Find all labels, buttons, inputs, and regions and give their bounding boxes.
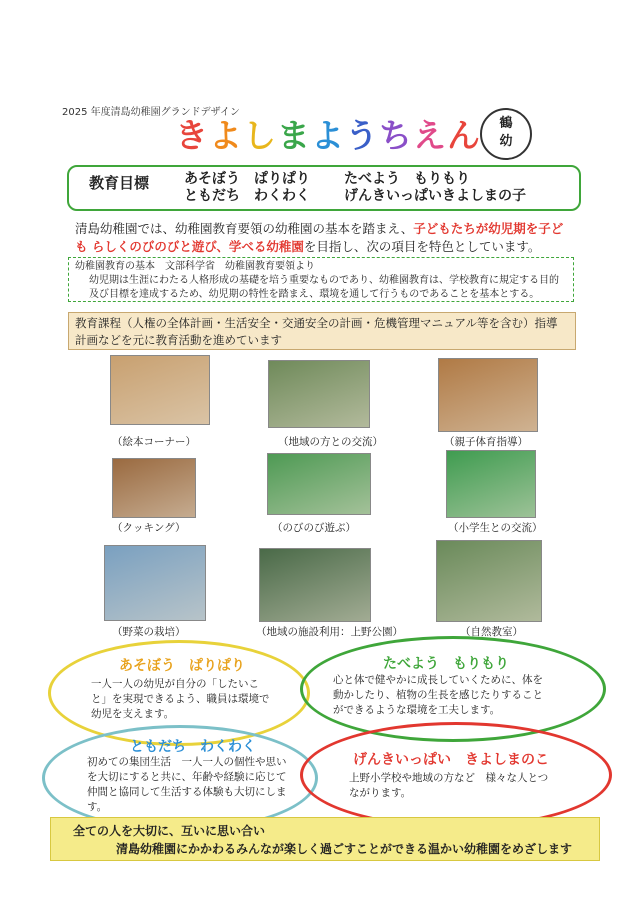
oval-genki-title: げんきいっぱい きよしまのこ (353, 752, 549, 768)
kindergarten-basics-box (68, 257, 574, 302)
title-char: ち (379, 116, 413, 155)
activity-photo (436, 540, 542, 622)
bottom-line-1: 全ての人を大切に、互いに思い合い (73, 824, 266, 838)
oval-tomodachi (42, 725, 318, 831)
goal-genki: げんきいっぱいきよしまの子 (344, 188, 526, 204)
logo-bottom-char: 幼 (499, 134, 513, 149)
goal-asobou: あそぼう ぱりぱり (184, 171, 310, 187)
activity-photo (104, 545, 206, 621)
activity-photo (110, 355, 210, 425)
title-char: き (175, 116, 209, 155)
photo-caption: （地域の施設利用：上野公園） (256, 626, 403, 638)
goals-label: 教育目標 (89, 174, 150, 192)
oval-asobou-title: あそぼう ぱりぱり (119, 658, 245, 674)
title-char: し (243, 116, 277, 155)
title-char: え (413, 116, 447, 155)
activity-photo (267, 453, 371, 515)
photo-caption: （小学生との交流） (448, 522, 543, 534)
intro-highlight: 子どもたちが幼児期を子ども らしくのびのびと遊び、学べる幼稚園 (75, 221, 564, 254)
kihon-title: 幼稚園教育の基本 文部科学省 幼稚園教育要領より (75, 261, 315, 272)
school-logo (480, 108, 532, 160)
goal-tabeyou: たべよう もりもり (344, 171, 470, 187)
intro-paragraph (75, 220, 575, 256)
curriculum-box: 教育課程（人権の全体計画・生活安全・交通安全の計画・危機管理マニュアル等を含む）指導計画などを元に教育活動を進めています (68, 312, 576, 350)
activity-photo (446, 450, 536, 518)
intro-text-1: 清島幼稚園では、幼稚園教育要領の幼稚園の基本を踏まえ、 (75, 221, 414, 236)
oval-tabeyou-title: たべよう もりもり (383, 656, 509, 672)
title-char: ん (447, 116, 481, 155)
title-char: う (345, 116, 379, 155)
oval-asobou-text: 一人一人の幼児が自分の「したいこと」を実現できるよう、職員は環境で幼児を支えます。 (91, 678, 270, 720)
activity-photo (112, 458, 196, 518)
goals-column-1 (184, 171, 310, 205)
page-title (175, 110, 481, 157)
title-char: よ (311, 116, 345, 155)
oval-tomodachi-text: 初めての集団生活 一人一人の個性や思いを大切にすると共に、年齢や経験に応じて仲間と協同して生活する体験も大切にします。 (87, 756, 287, 813)
oval-genki (300, 722, 612, 828)
photo-caption: （クッキング） (112, 522, 186, 534)
oval-tabeyou-text: 心と体で健やかに成長していくために、体を動かしたり、植物の生長を感じたりすることができるような環境を工夫します。 (333, 674, 543, 716)
photo-caption: （親子体育指導） (444, 436, 528, 448)
logo-top-char: 鶴 (499, 116, 513, 131)
goals-column-2 (344, 171, 526, 205)
bottom-message-banner (50, 817, 600, 861)
activity-photo (268, 360, 370, 428)
goal-tomodachi: ともだち わくわく (184, 188, 310, 204)
education-goals-box (67, 165, 581, 211)
activity-photo (438, 358, 538, 432)
photo-caption: （絵本コーナー） (112, 436, 196, 448)
bottom-line-2: 清島幼稚園にかかわるみんなが楽しく過ごすことができる温かい幼稚園をめざします (116, 842, 573, 856)
photo-caption: （野菜の栽培） (112, 626, 186, 638)
photo-caption: （のびのび遊ぶ） (272, 522, 356, 534)
activity-photo (259, 548, 371, 622)
photo-caption: （地域の方との交流） (278, 436, 383, 448)
photo-caption: （自然教室） (460, 626, 523, 638)
oval-genki-text: 上野小学校や地域の方など 様々な人とつながります。 (349, 772, 549, 799)
document-subtitle: 2025 年度清島幼稚園グランドデザイン (62, 107, 240, 118)
title-char: ま (277, 116, 311, 155)
kihon-body: 幼児期は生涯にわたる人格形成の基礎を培う重要なものであり、幼稚園教育は、学校教育に規定する目的及び目標を達成するため、幼児期の特性を踏まえ、環境を通して行うものであることを基本とする。 (89, 275, 559, 300)
intro-text-2: を目指し、次の項目を特色としています。 (303, 239, 541, 254)
title-char: よ (209, 116, 243, 155)
oval-tomodachi-title: ともだち わくわく (130, 739, 256, 755)
